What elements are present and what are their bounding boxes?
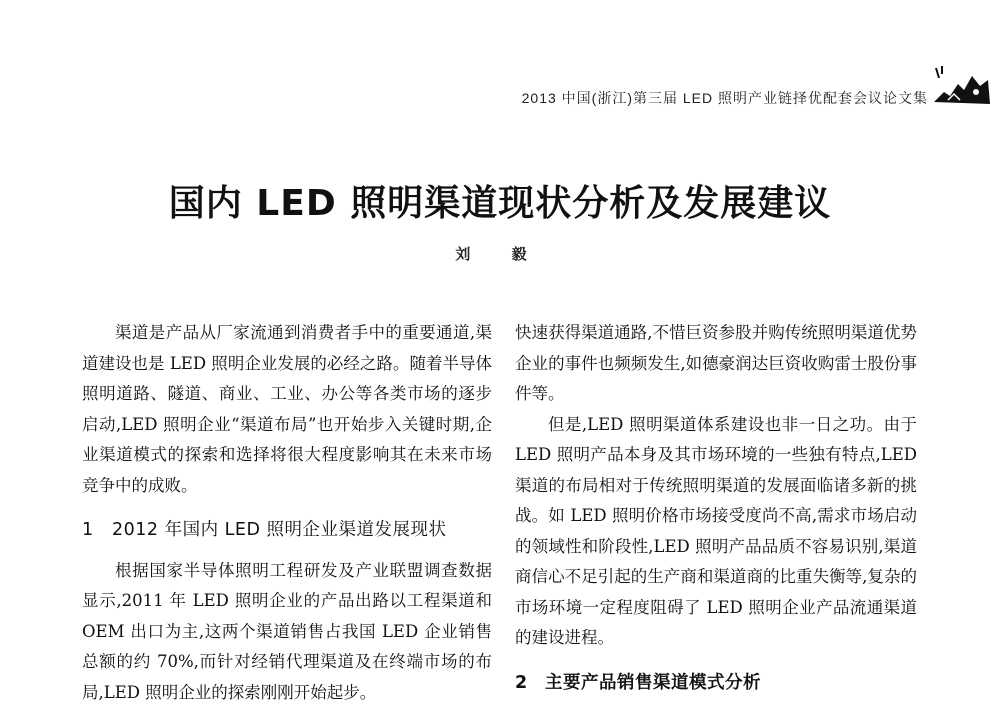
continued-paragraph: 快速获得渠道通路,不惜巨资参股并购传统照明渠道优势企业的事件也频频发生,如德豪润达巨资收购雷士股份事件等。 <box>515 318 917 410</box>
author-name: 刘 毅 <box>0 243 1000 264</box>
publisher-logo-icon <box>930 62 994 108</box>
left-column <box>82 318 492 708</box>
section-heading-2 <box>515 668 917 699</box>
section-title: 主要产品销售渠道模式分析 <box>545 673 761 693</box>
section-heading-1 <box>82 515 492 546</box>
paper-title: 国内 LED 照明渠道现状分析及发展建议 <box>0 175 1000 226</box>
right-column <box>515 318 917 708</box>
intro-paragraph: 渠道是产品从厂家流通到消费者手中的重要通道,渠道建设也是 LED 照明企业发展的必经之路。随着半导体照明道路、隧道、商业、工业、办公等各类市场的逐步启动,LED 照明企业“渠道布局”也开始步入关键时期,企业渠道模式的探索和选择将很大程度影响其在未来市场竞争中的成败。 <box>82 318 492 501</box>
section-number: 2 <box>515 668 545 699</box>
section-title: 2012 年国内 LED 照明企业渠道发展现状 <box>112 520 447 540</box>
running-header: 2013 中国(浙江)第三届 LED 照明产业链择优配套会议论文集 <box>522 88 928 108</box>
section-number: 1 <box>82 515 112 546</box>
body-paragraph: 但是,LED 照明渠道体系建设也非一日之功。由于 LED 照明产品本身及其市场环境的一些独有特点,LED 渠道的布局相对于传统照明渠道的发展面临诸多新的挑战。如 LED 照明价格市场接受度尚不高,需求市场启动的领域性和阶段性,LED 照明产品品质不容易识别,渠道商信心不足引起的生产商和渠道商的比重失衡等,复杂的市场环境一定程度阻碍了 LED 照明企业产品流通渠道的建设进程。 <box>515 410 917 654</box>
body-paragraph: 根据国家半导体照明工程研发及产业联盟调查数据显示,2011 年 LED 照明企业的产品出路以工程渠道和 OEM 出口为主,这两个渠道销售占我国 LED 企业销售总额的约 70%,而针对经销代理渠道及在终端市场的布局,LED 照明企业的探索刚刚开始起步。 <box>82 556 492 708</box>
